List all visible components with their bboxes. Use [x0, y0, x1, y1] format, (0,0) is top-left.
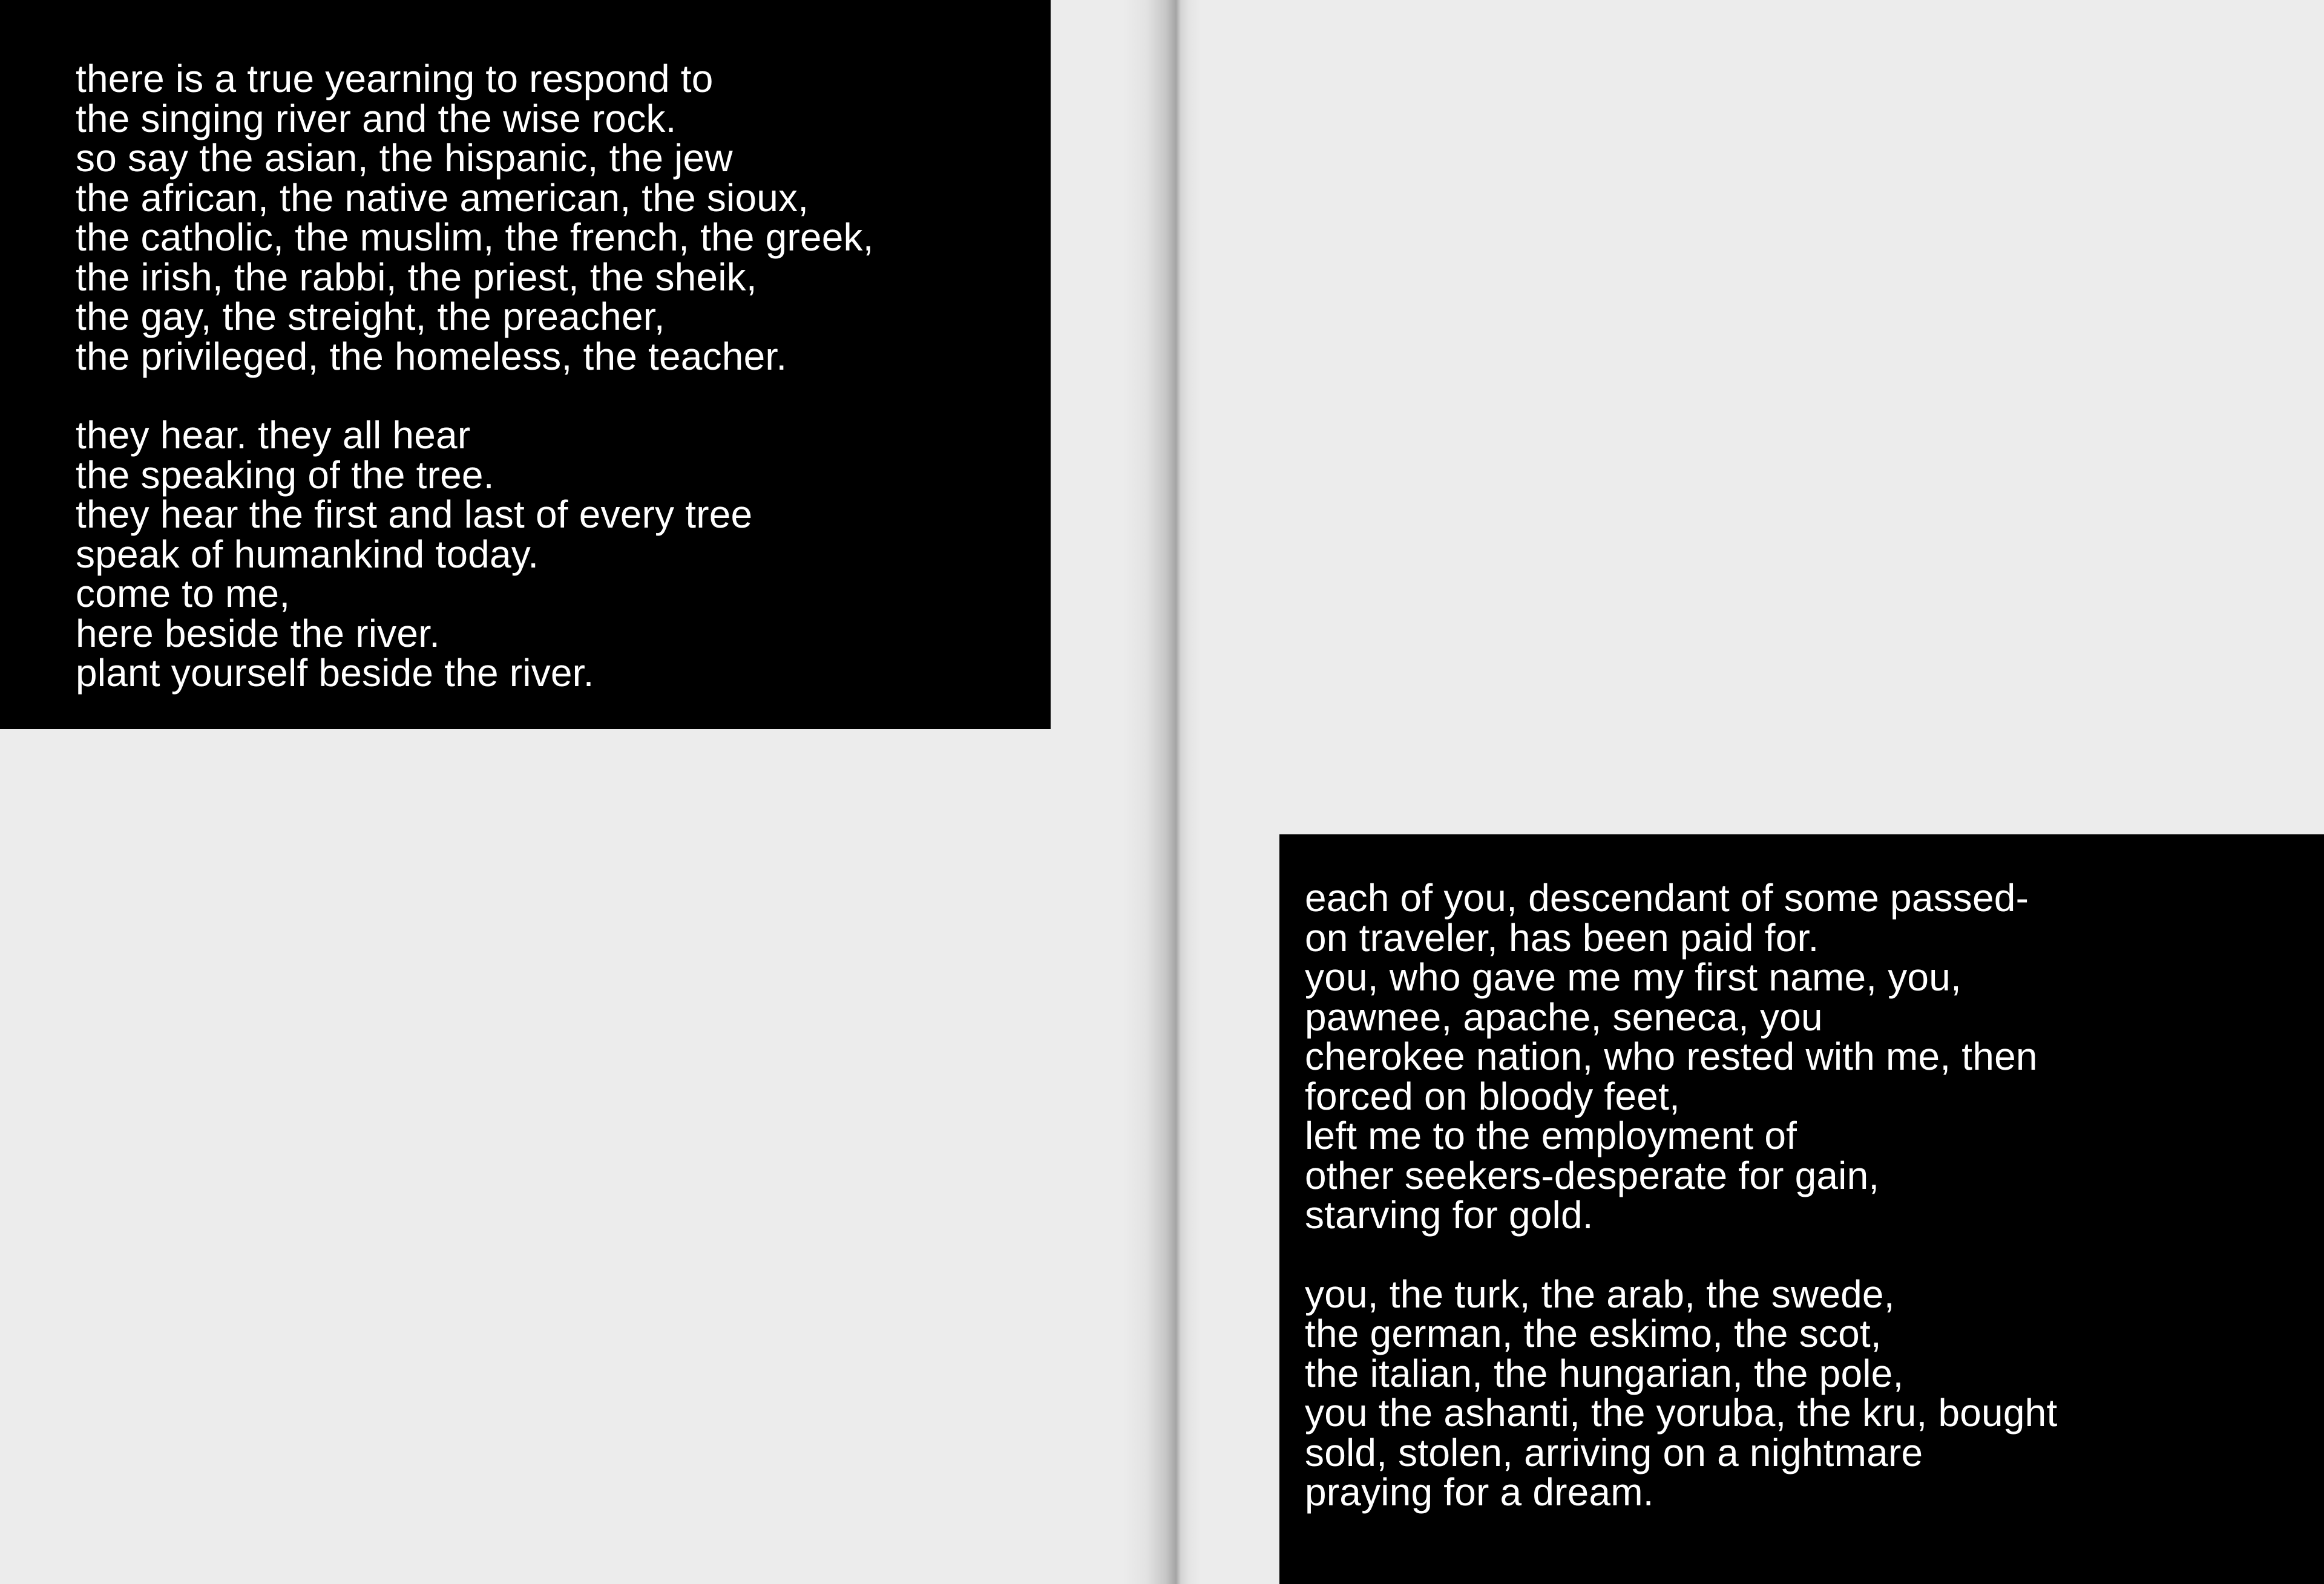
poem-line: on traveler, has been paid for.	[1305, 915, 1819, 960]
poem-line: the irish, the rabbi, the priest, the sheik,	[76, 255, 757, 299]
poem-line: plant yourself beside the river.	[76, 651, 594, 695]
poem-line: the african, the native american, the sioux,	[76, 175, 809, 220]
left-stanza-2	[76, 413, 1051, 695]
poem-line: the italian, the hungarian, the pole,	[1305, 1351, 1904, 1395]
poem-line: pawnee, apache, seneca, you	[1305, 995, 1823, 1039]
poem-line: sold, stolen, arriving on a nightmare	[1305, 1430, 1923, 1474]
poem-line: the singing river and the wise rock.	[76, 96, 677, 140]
poem-line: they hear the first and last of every tree	[76, 493, 753, 536]
poem-line: other seekers-desperate for gain,	[1305, 1153, 1880, 1197]
right-text-block	[1279, 834, 2324, 1584]
poem-line: you the ashanti, the yoruba, the kru, bought	[1305, 1391, 2058, 1435]
poem-line: forced on bloody feet,	[1305, 1074, 1680, 1118]
poem-line: the catholic, the muslim, the french, the greek,	[76, 215, 874, 259]
poem-line: you, who gave me my first name, you,	[1305, 955, 1961, 999]
right-stanza-1	[1305, 876, 2324, 1237]
poem-line: left me to the employment of	[1305, 1114, 1797, 1157]
poem-line: cherokee nation, who rested with me, then	[1305, 1035, 2038, 1078]
poem-line: the speaking of the tree.	[76, 453, 494, 497]
poem-line: you, the turk, the arab, the swede,	[1305, 1272, 1895, 1316]
right-stanza-2	[1305, 1272, 2324, 1514]
poem-line: the privileged, the homeless, the teacher.	[76, 334, 787, 378]
book-gutter-shadow	[1123, 0, 1201, 1584]
left-stanza-1	[76, 59, 1051, 376]
poem-line: here beside the river.	[76, 611, 441, 655]
left-text-block	[0, 0, 1051, 729]
poem-line: each of you, descendant of some passed-	[1305, 876, 2029, 920]
poem-line: speak of humankind today.	[76, 532, 539, 576]
poem-line: they hear. they all hear	[76, 413, 471, 457]
poem-line: the gay, the streight, the preacher,	[76, 295, 665, 338]
poem-line: the german, the eskimo, the scot,	[1305, 1312, 1882, 1355]
poem-line: there is a true yearning to respond to	[76, 57, 714, 100]
poem-line: so say the asian, the hispanic, the jew	[76, 136, 733, 180]
poem-line: praying for a dream.	[1305, 1470, 1654, 1514]
poem-line: come to me,	[76, 572, 290, 615]
poem-line: starving for gold.	[1305, 1193, 1594, 1237]
